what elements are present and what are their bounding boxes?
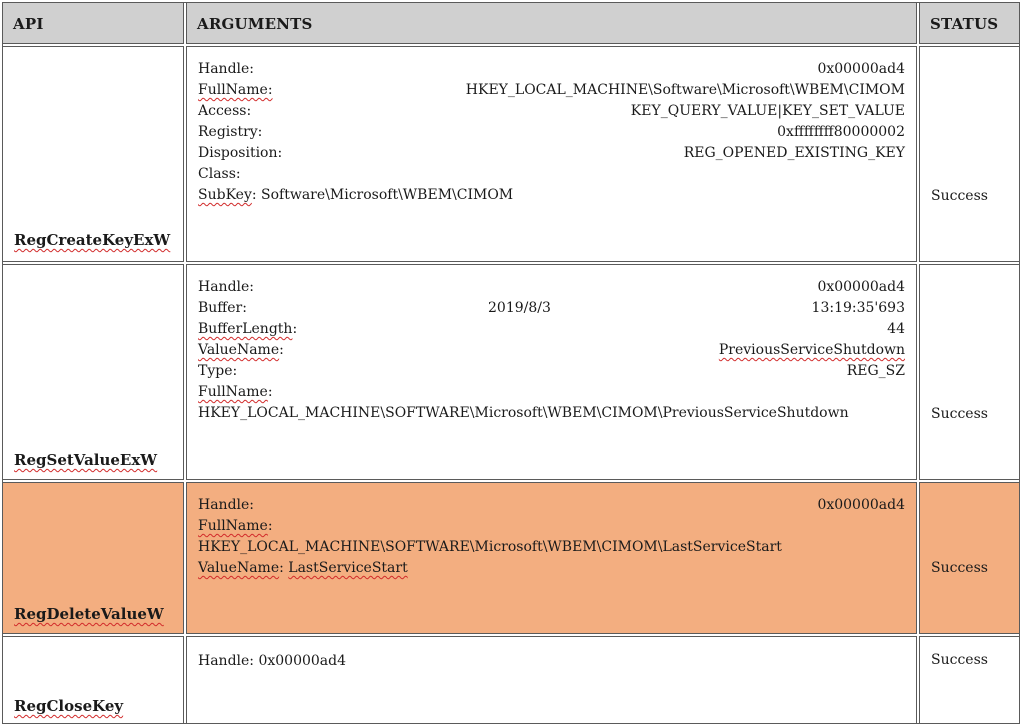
arg-label: Handle: — [198, 279, 255, 295]
arg-buffer — [198, 298, 905, 319]
arg-value-time: 13:19:35'693 — [811, 300, 905, 316]
table-row-1-api — [2, 46, 184, 262]
arg-subkey — [198, 185, 905, 206]
arg-value-date: 2019/8/3 — [488, 300, 551, 316]
api-name: RegCreateKeyExW — [14, 231, 171, 249]
arg-fullname — [198, 80, 905, 101]
arg-handle — [198, 495, 905, 516]
arg-colon: : — [267, 518, 273, 534]
api-name: RegDeleteValueW — [14, 605, 164, 623]
status-text: Success — [931, 188, 988, 204]
header-api — [2, 2, 184, 44]
arg-label: Access: — [198, 103, 252, 119]
table-row-2-arguments — [186, 264, 917, 480]
table-row-1-status — [919, 46, 1020, 262]
arg-label: FullName: — [198, 82, 273, 98]
arg-colon: : — [292, 321, 298, 337]
table-row-3-status — [919, 482, 1020, 634]
arg-colon: : — [267, 384, 273, 400]
status-text: Success — [931, 652, 988, 668]
arg-value: : Software\Microsoft\WBEM\CIMOM — [251, 187, 514, 203]
arg-value: 0x00000ad4 — [817, 497, 905, 513]
header-arguments-label: ARGUMENTS — [197, 15, 313, 33]
arg-label: Disposition: — [198, 145, 283, 161]
arg-value: HKEY_LOCAL_MACHINE\Software\Microsoft\WBEM\CIMOM — [465, 82, 905, 98]
arguments-block — [198, 495, 905, 579]
table-row-2-status — [919, 264, 1020, 480]
arg-label: Handle: — [198, 497, 255, 513]
arg-fullname — [198, 382, 905, 403]
arg-label: BufferLength — [198, 321, 293, 337]
arg-value: PreviousServiceShutdown — [718, 342, 905, 358]
arg-value: REG_OPENED_EXISTING_KEY — [683, 145, 905, 161]
arg-value: REG_SZ — [846, 363, 905, 379]
arg-label: FullName — [198, 518, 268, 534]
arg-fullname-value: HKEY_LOCAL_MACHINE\SOFTWARE\Microsoft\WBEM\CIMOM\PreviousServiceShutdown — [198, 405, 849, 421]
header-arguments — [186, 2, 917, 44]
api-call-table — [2, 2, 1020, 724]
arg-label: Class: — [198, 166, 241, 182]
table-row-4-status — [919, 636, 1020, 724]
status-text: Success — [931, 560, 988, 576]
table-row-4-arguments — [186, 636, 917, 724]
arguments-block — [198, 59, 905, 206]
table-row-2-api — [2, 264, 184, 480]
header-status-label: STATUS — [930, 15, 999, 33]
arg-value: 44 — [887, 321, 905, 337]
arg-access — [198, 101, 905, 122]
header-status — [919, 2, 1020, 44]
arg-fullname — [198, 516, 905, 537]
arg-value: 0xffffffff80000002 — [777, 124, 905, 140]
arg-value: LastServiceStart — [288, 560, 408, 576]
arg-value: 0x00000ad4 — [817, 61, 905, 77]
arg-label: Buffer: — [198, 300, 247, 316]
arg-valuename — [198, 340, 905, 361]
arg-label: Handle: — [198, 61, 255, 77]
arg-class — [198, 164, 905, 185]
arg-colon: : — [279, 560, 289, 576]
arg-label: Registry: — [198, 124, 263, 140]
arg-handle: Handle: 0x00000ad4 — [198, 653, 347, 669]
arguments-block — [198, 651, 905, 672]
arg-fullname-value: HKEY_LOCAL_MACHINE\SOFTWARE\Microsoft\WBEM\CIMOM\LastServiceStart — [198, 539, 782, 555]
arg-bufferlength — [198, 319, 905, 340]
arg-valuename — [198, 558, 905, 579]
arg-label: FullName — [198, 384, 268, 400]
arg-label: ValueName — [198, 342, 280, 358]
api-name: RegSetValueExW — [14, 451, 158, 469]
status-text: Success — [931, 406, 988, 422]
table-row-1-arguments — [186, 46, 917, 262]
arg-label: SubKey — [198, 187, 252, 203]
arg-registry — [198, 122, 905, 143]
arg-label: ValueName — [198, 560, 280, 576]
arg-value: KEY_QUERY_VALUE|KEY_SET_VALUE — [630, 103, 905, 119]
arguments-block — [198, 277, 905, 424]
table-row-3-api — [2, 482, 184, 634]
arg-disposition — [198, 143, 905, 164]
arg-label: Type: — [198, 363, 238, 379]
table-row-3-arguments — [186, 482, 917, 634]
arg-colon: : — [279, 342, 284, 358]
arg-handle — [198, 277, 905, 298]
api-name: RegCloseKey — [14, 697, 124, 715]
header-api-label: API — [13, 15, 44, 33]
arg-handle — [198, 59, 905, 80]
table-row-4-api — [2, 636, 184, 724]
arg-type — [198, 361, 905, 382]
arg-value: 0x00000ad4 — [817, 279, 905, 295]
